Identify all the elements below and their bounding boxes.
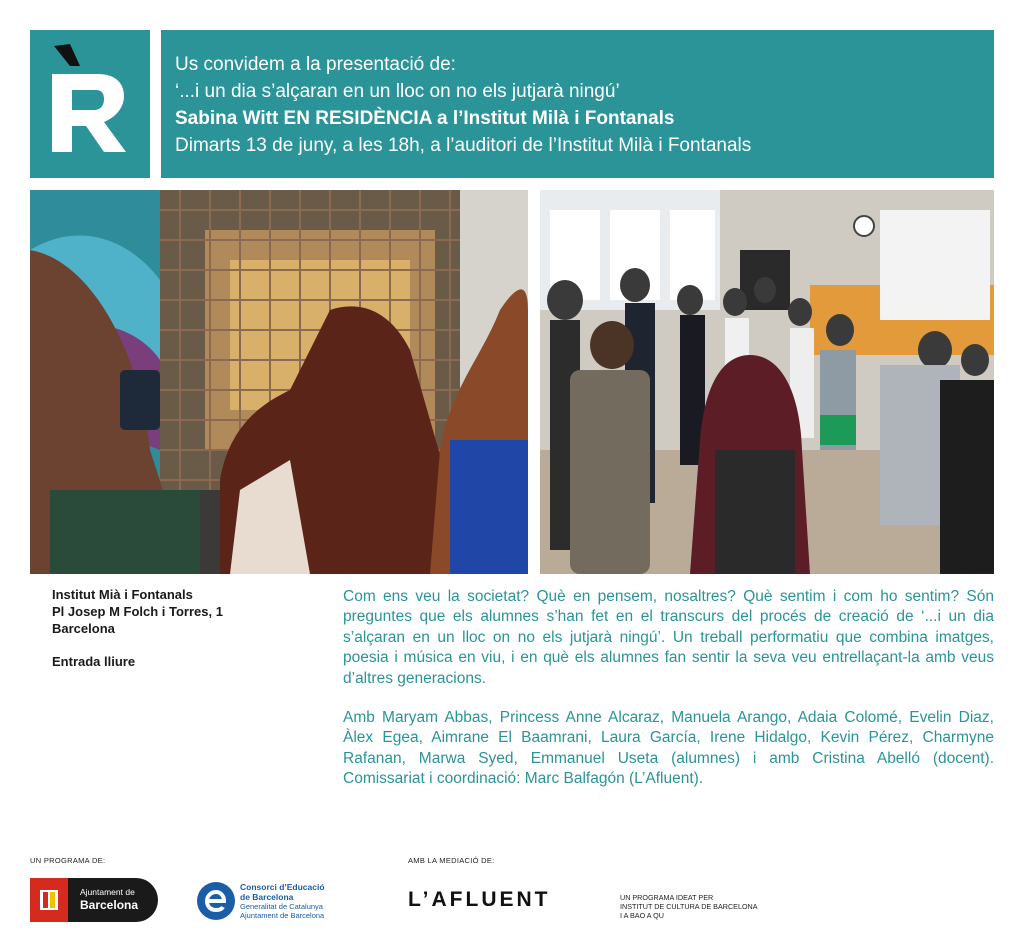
header-artist: Sabina Witt EN RESIDÈNCIA a l’Institut Milà i Fontanals <box>175 108 675 129</box>
header-date: Dimarts 13 de juny, a les 18h, a l’auditori de l’Institut Milà i Fontanals <box>175 135 752 156</box>
consorci-text-1: Consorci d’Educació <box>240 882 325 892</box>
ideat-text-1: UN PROGRAMA IDEAT PER <box>620 893 714 902</box>
consorci-text-2: de Barcelona <box>240 892 294 902</box>
header-title: ‘...i un dia s’alçaran en un lloc on no els jutjarà ningú’ <box>175 81 620 102</box>
description-paragraph: Com ens veu la societat? Què en pensem, nosaltres? Què sentim i com ho sentim? Són preguntes que els alumnes s’han fet en el transcurs del procés de creació de ‘...i un dia s’alçaran en un lloc on no els jutjarà ningú’. Un treball performatiu que combina imatges, poesia i música en viu, i en què els alumnes fan sentir la seva veu entrellaçant-la amb veus d’altres generacions. <box>343 588 994 687</box>
venue-street: Pl Josep M Folch i Torres, 1 <box>52 604 223 619</box>
ideat-text-2: INSTITUT DE CULTURA DE BARCELONA <box>620 902 758 911</box>
consorci-text-3: Generalitat de Catalunya <box>240 902 323 911</box>
venue-name: Institut Mià i Fontanals <box>52 587 193 602</box>
header-invitation: Us convidem a la presentació de: <box>175 54 456 75</box>
mediacio-label: AMB LA MEDIACIÓ DE: <box>408 856 495 865</box>
description <box>343 587 994 809</box>
logo <box>30 30 150 178</box>
ideat-credit <box>620 893 758 920</box>
consorci-text-4: Ajuntament de Barcelona <box>240 911 325 920</box>
venue-city: Barcelona <box>52 621 115 636</box>
ajuntament-logo <box>30 878 158 922</box>
photo-students-in-classroom-circle <box>540 190 994 574</box>
consorci-logo <box>196 880 346 924</box>
r-grave-logo-icon <box>30 30 150 178</box>
afluent-logo: L’AFLUENT <box>408 888 551 911</box>
entry-note: Entrada lliure <box>52 654 136 669</box>
header-banner <box>161 30 994 178</box>
ajuntament-text-1: Ajuntament de <box>80 887 135 897</box>
ideat-text-3: I A BAO A QU <box>620 911 664 920</box>
photo-students-at-gate <box>30 190 528 574</box>
venue-address <box>52 586 223 670</box>
ajuntament-text-2: Barcelona <box>80 898 139 912</box>
programa-label: UN PROGRAMA DE: <box>30 856 106 865</box>
credits-paragraph: Amb Maryam Abbas, Princess Anne Alcaraz, Manuela Arango, Adaia Colomé, Evelin Diaz, Àlex Egea, Aimrane El Baamrani, Laura García, Irene Hidalgo, Kevin Pérez, Charmyne Rafanan, Marwa Syed, Emmanuel Useta (alumnes) i amb Cristina Abelló (docent). Comissariat i coordinació: Marc Balfagón (L’Afluent). <box>343 709 994 788</box>
consorci-e-icon <box>196 880 236 922</box>
